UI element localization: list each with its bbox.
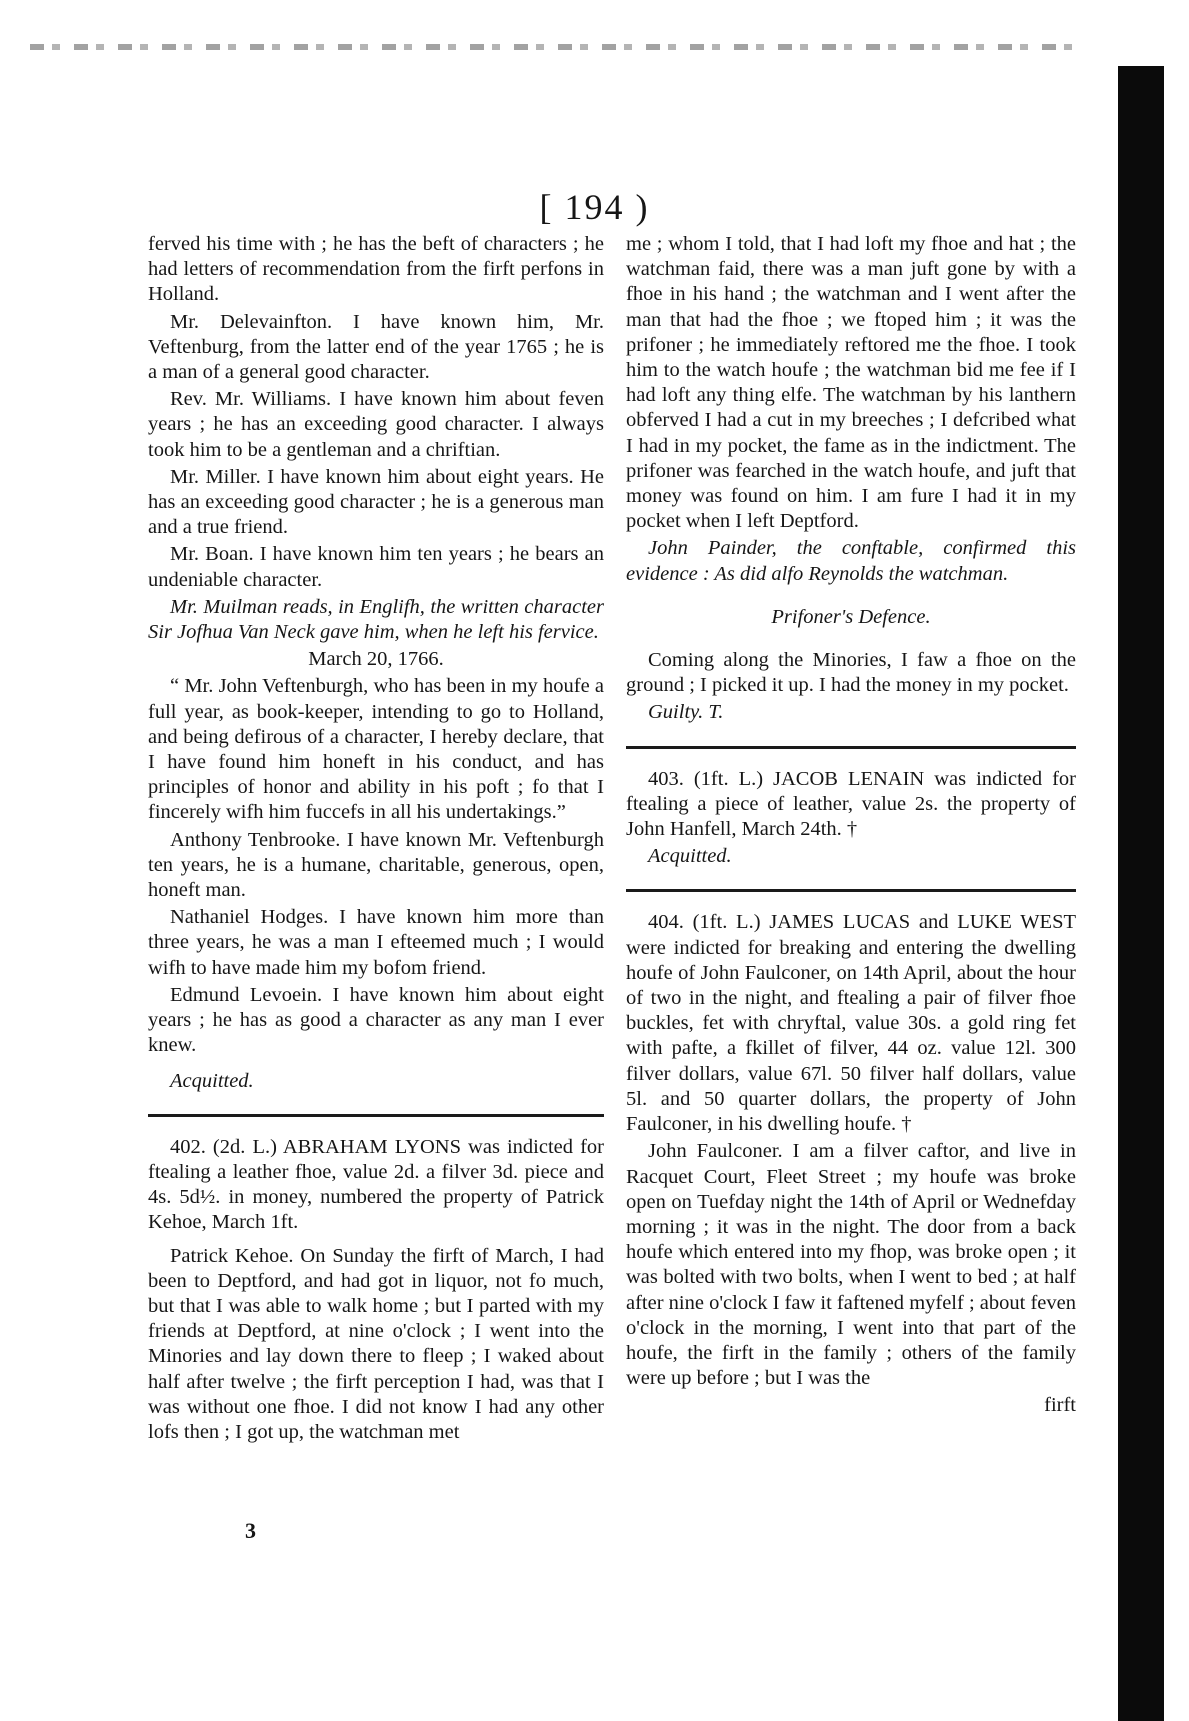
signature-mark: 3 — [245, 1518, 256, 1543]
case-403: 403. (1ft. L.) JACOB LENAIN was indicted for ftealing a piece of leather, value 2s. the property of John Hanfell, March 24th. † — [626, 767, 1076, 841]
date-line: March 20, 1766. — [308, 648, 444, 671]
scan-edge-band — [1118, 66, 1164, 1721]
paragraph-l9: Anthony Tenbrooke. I have known Mr. Veftenburgh ten years, he is a humane, charitable, generous, open, honeft man. — [148, 828, 604, 902]
section-rule — [626, 746, 1076, 749]
paragraph-l3: Rev. Mr. Williams. I have known him about feven years ; he has an exceeding good character. I always took him to be a gentleman and a chriftian. — [148, 388, 604, 461]
case-404: 404. (1ft. L.) JAMES LUCAS and LUKE WEST were indicted for breaking and entering the dwelling houfe of John Faulconer, on 14th April, about the hour of two in the night, and ftealing a pair of filver fhoe buckles, fet with chryftal, value 30s. a gold ring fet with pafte, a fkillet of filver, 44 oz. value 12l. 300 filver dollars, value 67l. 50 filver half dollars, value 5l. and 50 quarter dollars, the property of John Faulconer, in his dwelling houfe. † — [626, 911, 1076, 1136]
paragraph-l2: Mr. Delevainfton. I have known him, Mr. Veftenburg, from the latter end of the year 1765 ; he is a man of a general good character. — [148, 310, 604, 384]
verdict-acquitted-403: Acquitted. — [648, 845, 732, 868]
defence-heading: Prifoner's Defence. — [771, 605, 931, 628]
verdict-acquitted: Acquitted. — [170, 1069, 254, 1092]
case-402: 402. (2d. L.) ABRAHAM LYONS was indicted for ftealing a leather fhoe, value 2d. a filver 3d. piece and 4s. 5d½. in money, numbered the property of Patrick Kehoe, March 1ft. — [148, 1135, 604, 1234]
catchword: firft — [1044, 1394, 1076, 1417]
top-rule — [30, 44, 1080, 50]
paragraph-l5: Mr. Boan. I have known him ten years ; he bears an undeniable character. — [148, 543, 604, 591]
paragraph-l14: Patrick Kehoe. On Sunday the firft of March, I had been to Deptford, and had got in liquor, not fo much, but that I was able to walk home ; but I parted with my friends at Deptford, at nine o'clock ; I went into the Minories and lay down there to fleep ; I waked about half after twelve ; the firft perception I had, was that I was without one fhoe. I did not know I had any other lofs then ; I got up, the watchman met — [148, 1244, 604, 1443]
paragraph-l1: ferved his time with ; he has the beft of characters ; he had letters of recommendation from the firft perfons in Holland. — [148, 233, 604, 306]
paragraph-l4: Mr. Miller. I have known him about eight years. He has an exceeding good character ; he is a generous man and a true friend. — [148, 465, 604, 539]
page-number: [ 194 ) — [539, 187, 650, 227]
paragraph-l8: “ Mr. John Veftenburgh, who has been in my houfe a full year, as book-keeper, intending to go to Holland, and being defirous of a character, I hereby declare, that I have found him honeft in his conduct, and has principles of honor and ability in his poft ; fo that I fincerely wifh him fuccefs in all his undertakings.” — [148, 675, 604, 824]
paragraph-r2: John Painder, the conftable, confirmed this evidence : As did alfo Reynolds the watchman. — [626, 537, 1076, 585]
section-rule — [148, 1114, 604, 1117]
right-column — [626, 232, 1076, 1421]
paragraph-r1: me ; whom I told, that I had loft my fhoe and hat ; the watchman faid, there was a man juft gone by with a fhoe in his hand ; the watchman and I went after the man that had the fhoe ; we ftoped him ; it was the prifoner ; he immediately reftored me the fhoe. I took him to the watch houfe ; the watchman bid me fee if I had loft any thing elfe. The watchman by his lanthern obferved I had a cut in my breeches ; I defcribed what I had in my pocket, the fame as in the indictment. The prifoner was fearched in the watch houfe, and juft that money was found on him. I am fure I had it in my pocket when I left Deptford. — [626, 233, 1076, 533]
left-column — [148, 232, 604, 1447]
paragraph-l6: Mr. Muilman reads, in Englifh, the written character Sir Jofhua Van Neck gave him, when he left his fervice. — [148, 595, 604, 644]
section-rule — [626, 889, 1076, 892]
paragraph-l11: Edmund Levoein. I have known him about eight years ; he has as good a character as any man I ever knew. — [148, 983, 604, 1057]
verdict-guilty: Guilty. T. — [648, 701, 724, 724]
paragraph-l10: Nathaniel Hodges. I have known him more than three years, he was a man I efteemed much ; I would wifh to have made him my bofom friend. — [148, 906, 604, 979]
paragraph-r4: Coming along the Minories, I faw a fhoe on the ground ; I picked it up. I had the money in my pocket. — [626, 649, 1076, 697]
paragraph-r9: John Faulconer. I am a filver caftor, and live in Racquet Court, Fleet Street ; my houfe was broke open on Tuefday night the 14th of April or Wednefday morning ; it was in the night. The door from a back houfe which entered into my fhop, was broke open ; it was bolted with two bolts, when I went to bed ; at half after nine o'clock I faw it faftened myfelf ; about feven o'clock in the morning, I went into that part of the houfe, the firft in the family ; others of the family were up before ; but I was the — [626, 1140, 1076, 1390]
